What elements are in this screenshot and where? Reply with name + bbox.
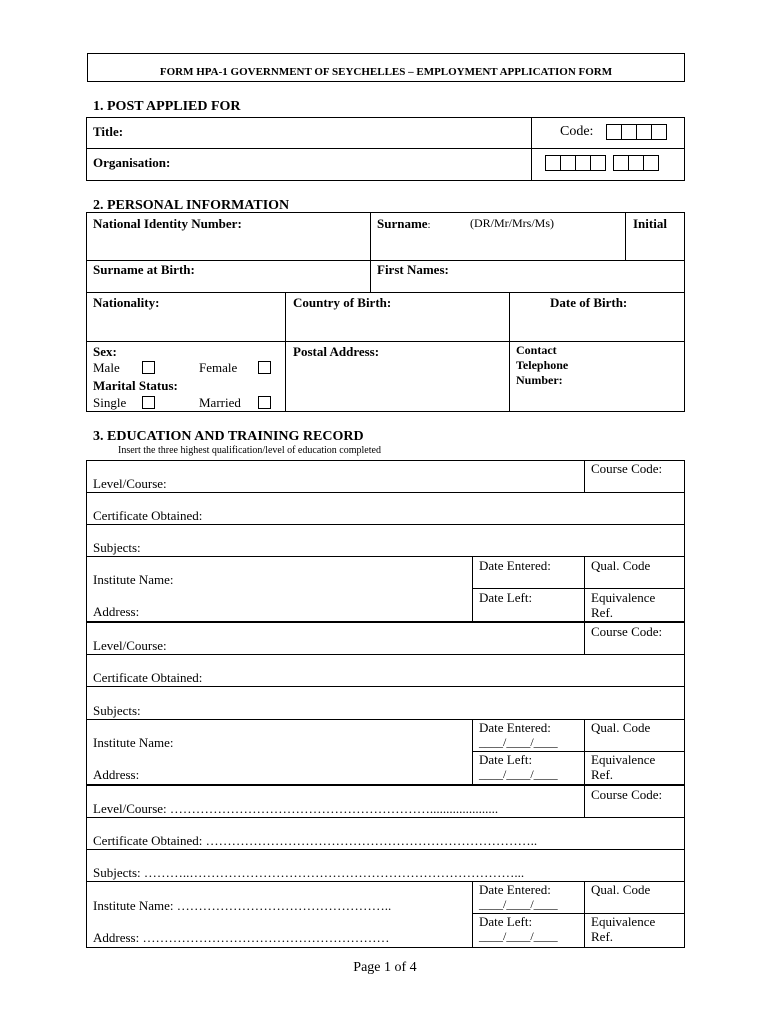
contact-line2: Telephone (516, 358, 569, 372)
block1-address: Address: (93, 604, 140, 619)
block3-qual-code: Qual. Code (591, 882, 651, 897)
initial-label: Initial (633, 216, 667, 231)
nationality-label: Nationality: (93, 295, 160, 310)
block2-certificate: Certificate Obtained: (93, 670, 203, 685)
block2-institute: Institute Name: (93, 735, 174, 750)
block2-level: Level/Course: (93, 638, 167, 653)
section2-heading: 2. PERSONAL INFORMATION (93, 198, 290, 213)
organisation-code-boxes[interactable] (545, 155, 658, 171)
block1-institute: Institute Name: (93, 572, 174, 587)
block1-equiv-2: Ref. (591, 605, 614, 620)
block3-date-left-blank[interactable]: ____/____/____ (479, 929, 558, 943)
block2-date-left-blank[interactable]: ____/____/____ (479, 767, 558, 781)
block3-date-left: Date Left: (479, 914, 533, 929)
block3-subjects: Subjects: ………..…………………………………………………………………... (93, 865, 525, 880)
block3-date-entered: Date Entered: (479, 882, 551, 897)
block2-address: Address: (93, 767, 140, 782)
block3-level: Level/Course: ……………………………………………………..................... (93, 801, 499, 816)
block2-subjects: Subjects: (93, 703, 141, 718)
block1-qual-code: Qual. Code (591, 558, 651, 573)
surname-birth-label: Surname at Birth: (93, 262, 195, 277)
block1-certificate: Certificate Obtained: (93, 508, 203, 523)
section1-heading: 1. POST APPLIED FOR (93, 99, 241, 114)
block3-course-code: Course Code: (591, 787, 663, 802)
male-checkbox[interactable] (142, 361, 155, 374)
female-label: Female (199, 360, 238, 375)
section3-heading: 3. EDUCATION AND TRAINING RECORD (93, 429, 364, 444)
block3-certificate: Certificate Obtained: ………………………………………………………………….. (93, 833, 538, 848)
block2-course-code: Course Code: (591, 624, 663, 639)
organisation-label: Organisation: (93, 155, 171, 170)
surname-colon: : (427, 220, 431, 231)
dob-label: Date of Birth: (550, 295, 628, 310)
post-applied-table (86, 117, 685, 181)
code-label: Code: (560, 124, 594, 139)
male-label: Male (93, 360, 120, 375)
postal-label: Postal Address: (293, 344, 380, 359)
block2-qual-code: Qual. Code (591, 720, 651, 735)
block2-equiv-1: Equivalence (591, 752, 656, 767)
single-label: Single (93, 395, 127, 410)
marital-label: Marital Status: (93, 378, 178, 393)
block2-date-left: Date Left: (479, 752, 533, 767)
block1-level: Level/Course: (93, 476, 167, 491)
single-checkbox[interactable] (142, 396, 155, 409)
block1-equiv-1: Equivalence (591, 590, 656, 605)
block3-equiv-1: Equivalence (591, 914, 656, 929)
female-checkbox[interactable] (258, 361, 271, 374)
block3-address: Address: ………………………………………………… (93, 930, 390, 945)
block2-equiv-2: Ref. (591, 767, 614, 782)
first-names-label: First Names: (377, 262, 449, 277)
nin-label: National Identity Number: (93, 216, 242, 231)
married-label: Married (199, 395, 241, 410)
married-checkbox[interactable] (258, 396, 271, 409)
block1-course-code: Course Code: (591, 461, 663, 476)
block3-institute: Institute Name: ………………………………………….. (93, 898, 392, 913)
surname-label: Surname (377, 216, 428, 231)
country-birth-label: Country of Birth: (293, 295, 392, 310)
sex-label: Sex: (93, 344, 117, 359)
post-title-label: Title: (93, 124, 124, 139)
block3-date-entered-blank[interactable]: ____/____/____ (479, 897, 558, 911)
contact-line1: Contact (516, 343, 557, 357)
page-number: Page 1 of 4 (353, 960, 417, 975)
surname-label-group (377, 216, 430, 232)
section3-instruction: Insert the three highest qualification/level of education completed (118, 445, 381, 456)
form-title: FORM HPA-1 GOVERNMENT OF SEYCHELLES – EMPLOYMENT APPLICATION FORM (159, 66, 613, 78)
block1-date-entered: Date Entered: (479, 558, 551, 573)
block3-equiv-2: Ref. (591, 929, 614, 944)
block2-date-entered: Date Entered: (479, 720, 551, 735)
contact-line3: Number: (516, 373, 563, 387)
title-options: (DR/Mr/Mrs/Ms) (470, 216, 555, 230)
block1-date-left: Date Left: (479, 590, 533, 605)
block1-subjects: Subjects: (93, 540, 141, 555)
block2-date-entered-blank[interactable]: ____/____/____ (479, 735, 558, 749)
code-boxes[interactable] (606, 124, 666, 140)
